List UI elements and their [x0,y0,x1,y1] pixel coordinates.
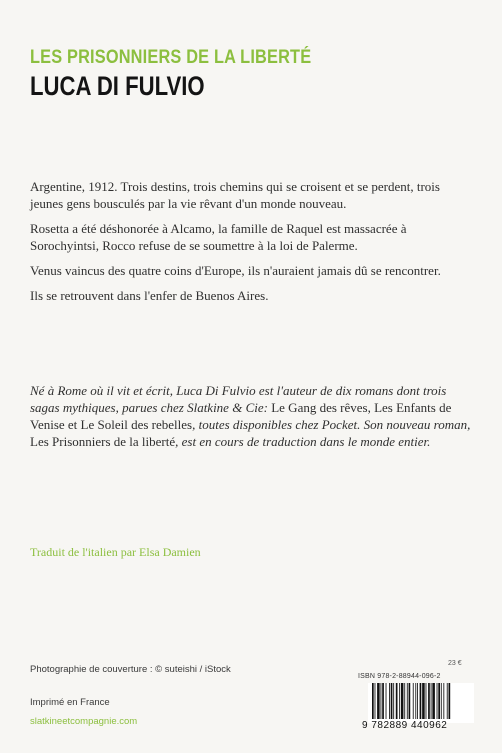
isbn-label: ISBN 978-2-88944-096-2 [358,673,441,680]
bio-book-titles: Le Gang des rêves, Les Enfants de Venise et Le Soleil des rebelles [30,400,452,432]
bio-publisher: Pocket [321,417,358,432]
bio-text: est l'auteur de dix romans dont trois sagas mythiques, parues chez [30,383,447,415]
barcode-icon [368,683,474,721]
bio-text: . Son nouveau roman, [357,417,471,432]
bio-text: : [263,400,272,415]
bio-new-title: Les Prisonniers de la liberté [30,434,176,449]
author-bio [30,382,475,450]
translator-credit: Traduit de l'italien par Elsa Damien [30,545,201,559]
bio-text: Né à Rome où il vit et écrit, [30,383,177,398]
price-label: 23 € [448,660,462,667]
blurb-paragraph: Argentine, 1912. Trois destins, trois chemins qui se croisent et se perdent, trois jeunes gens bousculés par la vie rêvant d'un monde nouveau. [30,179,440,211]
blurb-paragraph: Ils se retrouvent dans l'enfer de Buenos Aires. [30,288,269,303]
printed-in: Imprimé en France [30,697,110,708]
blurb [30,178,470,312]
barcode-digits: 9 782889 440962 [362,720,448,731]
photo-credit: Photographie de couverture : © suteishi / iStock [30,664,231,675]
book-author: LUCA DI FULVIO [30,71,205,101]
bio-text: , est en cours de traduction dans le monde entier. [175,434,431,449]
barcode [368,683,474,723]
blurb-paragraph: Rosetta a été déshonorée à Alcamo, la famille de Raquel est massacrée à Sorochyintsi, Rocco refuse de se soumettre à la loi de Palerme. [30,221,407,253]
book-title: LES PRISONNIERS DE LA LIBERTÉ [30,47,312,68]
blurb-paragraph: Venus vaincus des quatre coins d'Europe, ils n'auraient jamais dû se rencontrer. [30,263,441,278]
publisher-website[interactable]: slatkineetcompagnie.com [30,716,138,727]
bio-publisher: Slatkine & Cie [187,400,264,415]
bio-author-name: Luca Di Fulvio [176,383,256,398]
bio-text: , toutes disponibles chez [192,417,322,432]
